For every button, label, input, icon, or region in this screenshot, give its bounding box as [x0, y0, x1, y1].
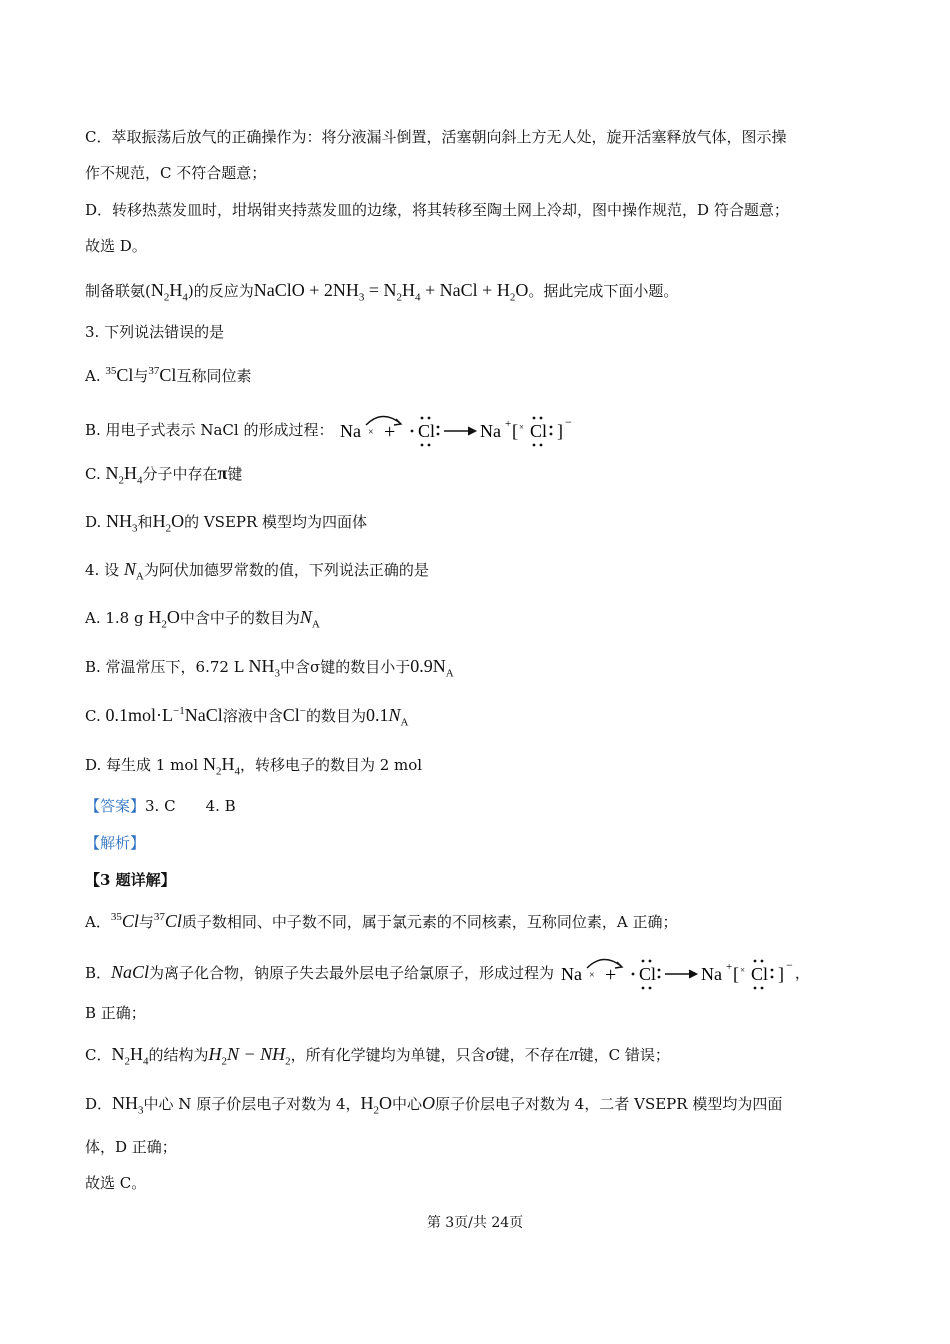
- svg-text:Na: Na: [700, 964, 722, 984]
- q4-option-a: A. 1.8 g $H_2O$中含中子的数目为$N_A$: [85, 607, 320, 631]
- explanation-c: C．$N_2H_4$的结构为$H_2N - NH_2$，所有化学键均为单键，只含σ键，不存在π键，C 错误；: [85, 1044, 670, 1068]
- page-footer: 第 3页/共 24页: [426, 1215, 524, 1231]
- text-line: D．转移热蒸发皿时，坩埚钳夹持蒸发皿的边缘，将其转移至陶土网上冷却，图中操作规范，D 符合题意；: [85, 201, 789, 219]
- intro-line: 制备联氨$(N_2H_4)$的反应为NaClO + $2NH_3 = N_2H_4$ + NaCl + $H_2O$。据此完成下面小题。: [85, 280, 679, 304]
- lewis-cl: Cl: [418, 421, 436, 441]
- q3-option-b: B. 用电子式表示 NaCl 的形成过程： Na × + Cl Na + [ × Cl ] −: [85, 413, 850, 449]
- answer-tag: 【答案】: [85, 797, 146, 815]
- math-cl35: $^{35}$Cl: [105, 365, 134, 385]
- text-line: C．萃取振荡后放气的正确操作为：将分液漏斗倒置，活塞朝向斜上方无人处，旋开活塞释放气体，图示操: [85, 128, 787, 146]
- svg-text:Cl: Cl: [750, 964, 768, 984]
- detail-3-heading: 【3 题详解】: [85, 871, 176, 889]
- svg-text:Na: Na: [560, 964, 582, 984]
- analysis-tag: 【解析】: [85, 834, 146, 852]
- answer-line: 【答案】3. C 4. B: [85, 797, 236, 815]
- lewis-plus: +: [384, 421, 396, 443]
- svg-text:]: ]: [557, 421, 564, 441]
- svg-text:×: ×: [588, 970, 595, 981]
- q4-option-d: D. 每生成 1 mol $N_2H_4$，转移电子的数目为 2 mol: [85, 754, 423, 778]
- svg-text:×: ×: [739, 965, 745, 975]
- q4-option-b: B. 常温常压下，6.72 L $NH_3$中含σ键的数目小于$0.9N_A$: [85, 656, 454, 680]
- lewis-na: Na: [340, 421, 362, 441]
- math-n2h4: $N_2H_4$: [150, 280, 188, 304]
- svg-text:×: ×: [519, 422, 525, 432]
- svg-text:+: +: [604, 964, 617, 986]
- svg-text:−: −: [565, 415, 573, 429]
- lewis-electron-x: ×: [368, 427, 374, 438]
- svg-text:−: −: [785, 958, 793, 972]
- explanation-b-cont: B 正确；: [85, 1004, 146, 1022]
- lewis-na-ion: Na: [480, 421, 502, 441]
- lewis-nacl-formation-diagram: [338, 413, 578, 449]
- svg-text:Cl: Cl: [638, 964, 656, 984]
- lewis-cl-ion: Cl: [530, 421, 548, 441]
- math-cl37: $^{37}$Cl: [148, 365, 177, 385]
- svg-text:]: ]: [777, 964, 784, 984]
- q3-option-d: D. $NH_3$和$H_2O$的 VSEPR 模型均为四面体: [85, 511, 368, 535]
- q3-option-a: A. $^{35}$Cl与$^{37}$Cl互称同位素: [85, 365, 252, 385]
- text-line: 故选 D。: [85, 237, 147, 255]
- svg-text:[: [: [512, 421, 519, 441]
- q4-option-c: C. $0.1mol\cdot L^{-1}NaCl$溶液中含Cl−的数目为$0.1N_A$: [85, 705, 409, 729]
- explanation-a: A．$^{35}$Cl与$^{37}$Cl质子数相同、中子数不同，属于氯元素的不同核素，互称同位素，A 正确；: [85, 911, 678, 931]
- lewis-nacl-formation-diagram-2: [559, 956, 795, 992]
- svg-text:+: +: [725, 961, 733, 973]
- svg-text:[: [: [732, 964, 739, 984]
- conclusion-line: 故选 C。: [85, 1174, 147, 1192]
- explanation-d: D．$NH_3$中心 N 原子价层电子对数为 4，$H_2O$中心O原子价层电子对数为 4，二者 VSEPR 模型均为四面: [85, 1093, 783, 1117]
- q3-option-c: C. $N_2H_4$分子中存在π键: [85, 463, 243, 487]
- explanation-d-cont: 体，D 正确；: [85, 1138, 177, 1156]
- analysis-tag-line: [85, 832, 850, 854]
- question-3-stem: 3. 下列说法错误的是: [85, 323, 225, 341]
- question-4-stem: 4. 设 $N_A$为阿伏加德罗常数的值，下列说法正确的是: [85, 559, 429, 583]
- reaction-equation: NaClO + $2NH_3 = N_2H_4$ + NaCl + $H_2O$: [253, 280, 529, 304]
- explanation-b: B．NaCl为离子化合物，钠原子失去最外层电子给氯原子，形成过程为 Na × + Cl Na + [ × Cl ] − ，: [85, 956, 850, 992]
- svg-text:+: +: [505, 418, 512, 430]
- text-line: 作不规范，C 不符合题意；: [85, 164, 267, 182]
